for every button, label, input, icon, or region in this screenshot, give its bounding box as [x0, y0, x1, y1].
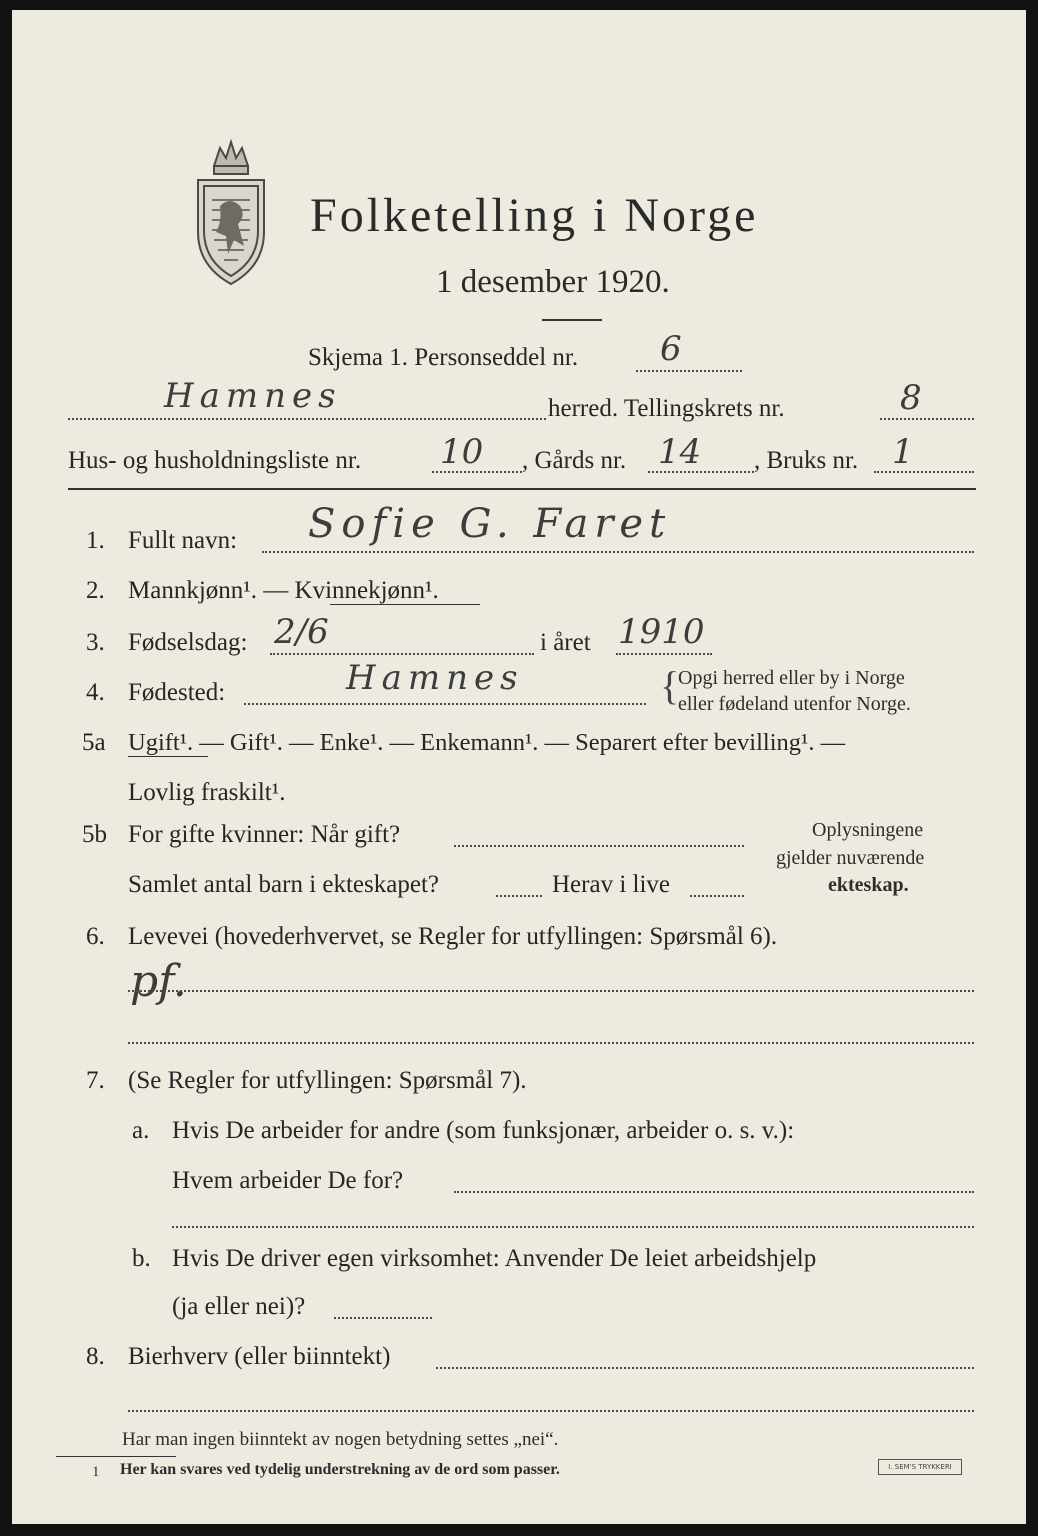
q5b-line1: For gifte kvinner: Når gift? — [128, 821, 401, 848]
q1-number: 1. — [86, 527, 105, 554]
q5a-ugift-underline — [128, 756, 208, 757]
q6-line2 — [128, 1042, 974, 1044]
q5a-number: 5a — [82, 729, 106, 756]
q4-note-line1: Opgi herred eller by i Norge — [678, 667, 905, 689]
footer-note: Har man ingen biinntekt av nogen betydning settes „nei“. — [122, 1429, 559, 1450]
census-date: 1 desember 1920. — [436, 264, 670, 300]
q5b-note-line3: ekteskap. — [828, 874, 909, 896]
census-form — [12, 10, 1026, 1524]
q4-number: 4. — [86, 679, 105, 706]
q7a-line2-fill — [172, 1226, 974, 1228]
q5a-line2: Lovlig fraskilt¹. — [128, 779, 286, 806]
footnote-number: 1 — [92, 1464, 100, 1480]
skjema-label: Skjema 1. Personseddel nr. — [308, 344, 579, 371]
q5b-note-line2: gjelder nuværende — [776, 847, 925, 869]
q5b-live-line — [690, 895, 744, 897]
q3-line — [270, 653, 534, 655]
q2-number: 2. — [86, 577, 105, 604]
q3-year-label: i året — [540, 629, 591, 656]
q7a-line — [454, 1191, 974, 1193]
form-title: Folketelling i Norge — [310, 189, 759, 242]
q7-label: (Se Regler for utfyllingen: Spørsmål 7). — [128, 1067, 527, 1094]
personseddel-line — [636, 370, 742, 372]
q5a-line1: Ugift¹. — Gift¹. — Enke¹. — Enkemann¹. — Separert efter bevilling¹. — — [128, 729, 846, 756]
bruks-label: , Bruks nr. — [754, 447, 859, 474]
q2-kvinnekjonn-underline — [330, 604, 480, 605]
hus-label: Hus- og husholdningsliste nr. — [68, 447, 362, 474]
q7a-letter: a. — [132, 1117, 150, 1144]
q3-value: 2/6 — [274, 612, 329, 652]
bruks-number: 1 — [892, 432, 914, 472]
herred-line — [68, 418, 546, 420]
herred-label: herred. Tellingskrets nr. — [548, 395, 785, 422]
header-divider — [542, 319, 602, 321]
q5b-note-line1: Oplysningene — [812, 819, 924, 841]
bruks-line — [874, 471, 974, 473]
q5b-line2-b: Herav i live — [552, 871, 671, 898]
coat-of-arms-icon — [190, 136, 272, 288]
q6-value: pf. — [130, 956, 187, 1007]
q8-line2 — [128, 1410, 974, 1412]
q5b-nar-gift-line — [454, 845, 744, 847]
gards-label: , Gårds nr. — [522, 447, 627, 474]
q8-line — [436, 1367, 974, 1369]
personseddel-number: 6 — [660, 329, 682, 369]
q7b-line1: Hvis De driver egen virksomhet: Anvender De leiet arbeidshjelp — [172, 1245, 817, 1272]
footnote-text: Her kan svares ved tydelig understrekning av de ord som passer. — [120, 1461, 560, 1478]
q4-value: Hamnes — [346, 658, 524, 698]
q5b-number: 5b — [82, 821, 107, 848]
q2-label: Mannkjønn¹. — Kvinnekjønn¹. — [128, 577, 439, 604]
q8-label: Bierhverv (eller biinntekt) — [128, 1343, 391, 1370]
q7b-letter: b. — [132, 1245, 151, 1272]
q7b-line — [334, 1317, 432, 1319]
q3-year-line — [616, 653, 712, 655]
q3-label: Fødselsdag: — [128, 629, 248, 656]
q6-label: Levevei (hovederhvervet, se Regler for utfyllingen: Spørsmål 6). — [128, 923, 778, 950]
q8-number: 8. — [86, 1343, 105, 1370]
q1-label: Fullt navn: — [128, 527, 238, 554]
q4-note-line2: eller fødeland utenfor Norge. — [678, 693, 911, 715]
q1-value: Sofie G. Faret — [308, 501, 672, 547]
printer-stamp-text: I. SEM'S TRYKKERI — [888, 1463, 952, 1471]
q7a-line1: Hvis De arbeider for andre (som funksjonær, arbeider o. s. v.): — [172, 1117, 795, 1144]
q3-year-value: 1910 — [618, 612, 705, 652]
printer-stamp — [878, 1459, 962, 1475]
q3-number: 3. — [86, 629, 105, 656]
q6-line1 — [128, 990, 974, 992]
footnote-divider — [56, 1456, 176, 1457]
meta-divider — [68, 488, 976, 490]
tellingskrets-number: 8 — [900, 378, 922, 418]
q7-number: 7. — [86, 1067, 105, 1094]
q4-label: Fødested: — [128, 679, 226, 706]
q1-line — [262, 551, 974, 553]
hus-number: 10 — [440, 432, 484, 472]
q5b-barn-line — [496, 895, 542, 897]
q5b-line2-a: Samlet antal barn i ekteskapet? — [128, 871, 439, 898]
gards-number: 14 — [658, 432, 702, 472]
herred-value: Hamnes — [164, 376, 342, 416]
q7a-line2: Hvem arbeider De for? — [172, 1167, 404, 1194]
q4-line — [244, 703, 646, 705]
q4-brace: { — [660, 663, 680, 708]
tellingskrets-line — [880, 418, 974, 420]
q7b-line2: (ja eller nei)? — [172, 1293, 306, 1320]
q6-number: 6. — [86, 923, 105, 950]
